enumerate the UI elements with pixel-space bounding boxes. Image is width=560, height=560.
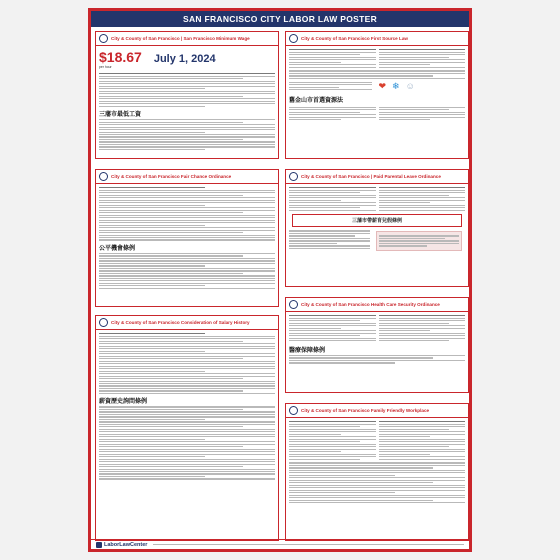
salary-history-panel — [95, 315, 279, 541]
paid-parental-title: City & County of San Francisco | Paid Parental Leave Ordinance — [301, 173, 441, 179]
health-security-panel — [285, 297, 469, 393]
family-friendly-panel — [285, 403, 469, 541]
city-seal-icon — [289, 406, 298, 415]
people-icon: ☺ — [405, 81, 415, 92]
paid-parental-body — [286, 184, 468, 255]
city-seal-icon — [99, 34, 108, 43]
wage-unit: per hour — [99, 65, 112, 69]
first-source-body — [286, 46, 468, 124]
min-wage-body — [96, 70, 278, 153]
paid-parental-panel — [285, 169, 469, 287]
salary-history-title: City & County of San Francisco Consideration of Salary History — [111, 319, 250, 325]
health-security-header — [286, 298, 468, 312]
paid-parental-cn-heading: 三藩市帶薪育兒假條例 — [292, 214, 462, 227]
paid-parental-header — [286, 170, 468, 184]
logo-mark-icon — [96, 542, 102, 548]
health-security-title: City & County of San Francisco Health Care Security Ordinance — [301, 301, 440, 307]
city-seal-icon — [99, 172, 108, 181]
wage-amount: $18.67 — [99, 49, 142, 65]
first-source-cn-heading: 舊金山市首選資源法 — [289, 98, 344, 105]
effective-date: July 1, 2024 — [153, 53, 216, 65]
min-wage-header — [96, 32, 278, 46]
family-friendly-title: City & County of San Francisco Family Friendly Workplace — [301, 407, 430, 413]
first-source-panel — [285, 31, 469, 159]
laborlawcenter-logo — [96, 542, 147, 548]
min-wage-rate — [96, 46, 278, 70]
city-seal-icon — [289, 172, 298, 181]
labor-law-poster — [88, 8, 472, 552]
health-security-body — [286, 312, 468, 367]
city-seal-icon — [289, 34, 298, 43]
min-wage-panel — [95, 31, 279, 159]
salary-history-cn-heading: 薪資歷史詢問條例 — [99, 399, 148, 406]
fair-chance-body — [96, 184, 278, 292]
snowflake-icon: ❄ — [392, 81, 400, 92]
min-wage-cn-heading: 三藩市最低工資 — [99, 111, 142, 118]
first-source-title: City & County of San Francisco First Source Law — [301, 35, 408, 41]
fair-chance-header — [96, 170, 278, 184]
salary-history-header — [96, 316, 278, 330]
family-friendly-header — [286, 404, 468, 418]
health-security-cn-heading: 醫療保障條例 — [289, 347, 326, 354]
salary-history-body — [96, 330, 278, 483]
city-seal-icon — [289, 300, 298, 309]
first-source-header — [286, 32, 468, 46]
first-source-icons — [375, 80, 466, 93]
fair-chance-title: City & County of San Francisco Fair Chance Ordinance — [111, 173, 232, 179]
poster-title: SAN FRANCISCO CITY LABOR LAW POSTER — [91, 11, 469, 27]
heart-icon: ❤ — [378, 81, 387, 92]
min-wage-title: City & County of San Francisco | San Francisco Minimum Wage — [111, 35, 250, 41]
fair-chance-panel — [95, 169, 279, 307]
city-seal-icon — [99, 318, 108, 327]
family-friendly-body — [286, 418, 468, 507]
logo-text: LaborLawCenter — [104, 541, 148, 548]
poster-footer — [91, 539, 469, 549]
fair-chance-cn-heading: 公平機會條例 — [99, 245, 136, 252]
